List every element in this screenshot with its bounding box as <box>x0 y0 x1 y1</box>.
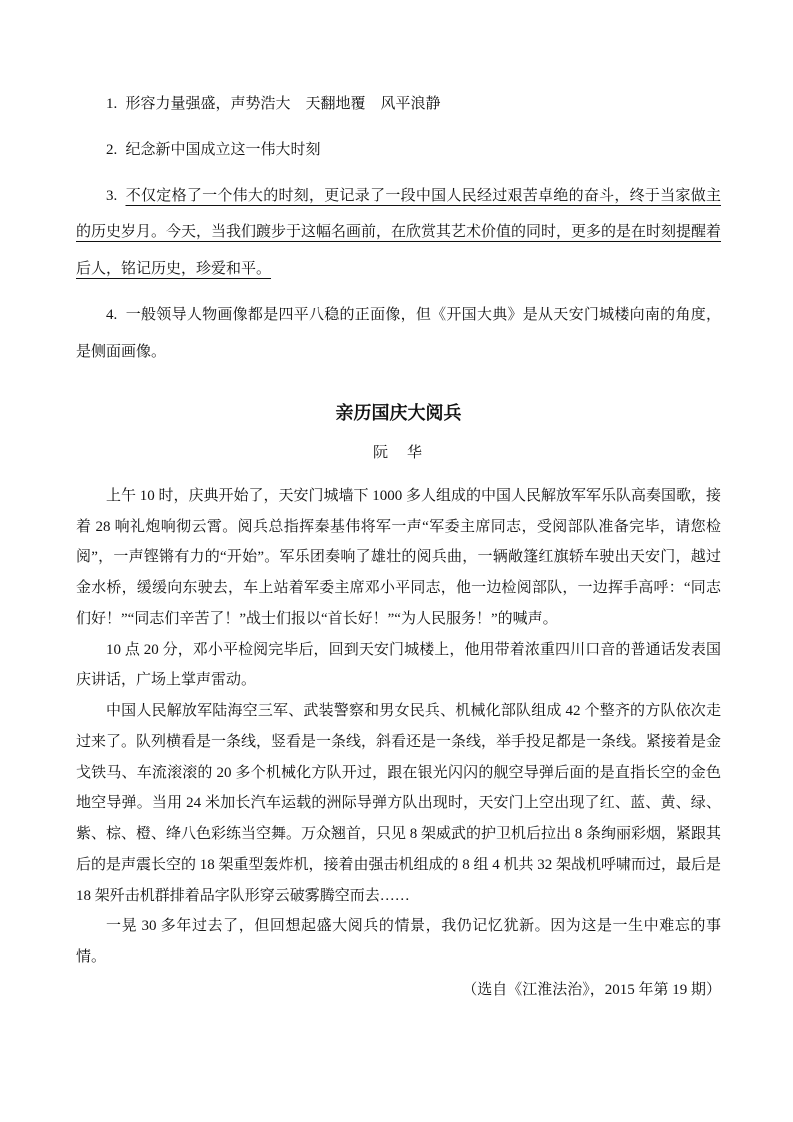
article-paragraph-2: 10 点 20 分，邓小平检阅完毕后，回到天安门城楼上，他用带着浓重四川口音的普通话发表国庆讲话，广场上掌声雷动。 <box>76 641 721 689</box>
item-2-number: 2. <box>106 141 118 158</box>
article-paragraph-1: 上午 10 时，庆典开始了，天安门城墙下 1000 多人组成的中国人民解放军军乐队高奏国歌，接着 28 响礼炮响彻云霄。阅兵总指挥秦基伟将军一声“军委主席同志，受阅部队准备完毕，请您检阅”，一声铿锵有力的“开始”。军乐团奏响了雄壮的阅兵曲，一辆敞篷红旗轿车驶出天安门，越过金水桥，缓缓向东驶去，车上站着军委主席邓小平同志，他一边检阅部队，一边挥手高呼：“同志们好！”“同志们辛苦了！”战士们报以“首长好！”“为人民服务！”的喊声。 <box>76 487 722 627</box>
item-3-number: 3. <box>106 187 118 204</box>
item-2-text: 纪念新中国成立这一伟大时刻 <box>125 141 321 158</box>
item-1-text: 形容力量强盛，声势浩大 天翻地覆 风平浪静 <box>125 96 441 112</box>
answer-item-2 <box>76 132 721 169</box>
item-4-number: 4. <box>106 306 118 323</box>
item-3-text-underlined: 不仅定格了一个伟大的时刻，更记录了一段中国人民经过艰苦卓绝的奋斗，终于当家做主的历史岁月。今天，当我们踱步于这幅名画前，在欣赏其艺术价值的同时，更多的是在时刻提醒着后人，铭记历史，珍爱和平。 <box>76 187 722 277</box>
article-paragraph-3: 中国人民解放军陆海空三军、武装警察和男女民兵、机械化部队组成 42 个整齐的方队依次走过来了。队列横看是一条线，竖看是一条线，斜看还是一条线，举手投足都是一条线。紧接着是金戈铁马、车流滚滚的 20 多个机械化方队开过，跟在银光闪闪的舰空导弹后面的是直指长空的金色地空导弹。当用 24 米加长汽车运载的洲际导弹方队出现时，天安门上空出现了红、蓝、黄、绿、紫、棕、橙、绛八色彩练当空舞。万众翘首，只见 8 架威武的护卫机后拉出 8 条绚丽彩烟，紧跟其后的是声震长空的 18 架重型轰炸机，接着由强击机组成的 8 组 4 机共 32 架战机呼啸而过，最后是 18 架歼击机群排着品字队形穿云破雾腾空而去…… <box>76 703 722 904</box>
article-source: （选自《江淮法治》，2015 年第 19 期） <box>462 981 721 998</box>
answer-item-3 <box>76 178 721 288</box>
article-author: 阮 华 <box>372 444 424 461</box>
article <box>76 394 721 1005</box>
item-4-text: 一般领导人物画像都是四平八稳的正面像，但《开国大典》是从天安门城楼向南的角度，是侧面画像。 <box>76 306 721 360</box>
article-paragraph-4: 一晃 30 多年过去了，但回想起盛大阅兵的情景，我仍记忆犹新。因为这是一生中难忘的事情。 <box>76 918 721 966</box>
answer-item-4 <box>76 297 721 371</box>
item-1-number: 1. <box>106 96 118 112</box>
answer-item-1 <box>76 86 721 123</box>
article-title: 亲历国庆大阅兵 <box>335 403 462 424</box>
answer-list <box>76 86 721 370</box>
